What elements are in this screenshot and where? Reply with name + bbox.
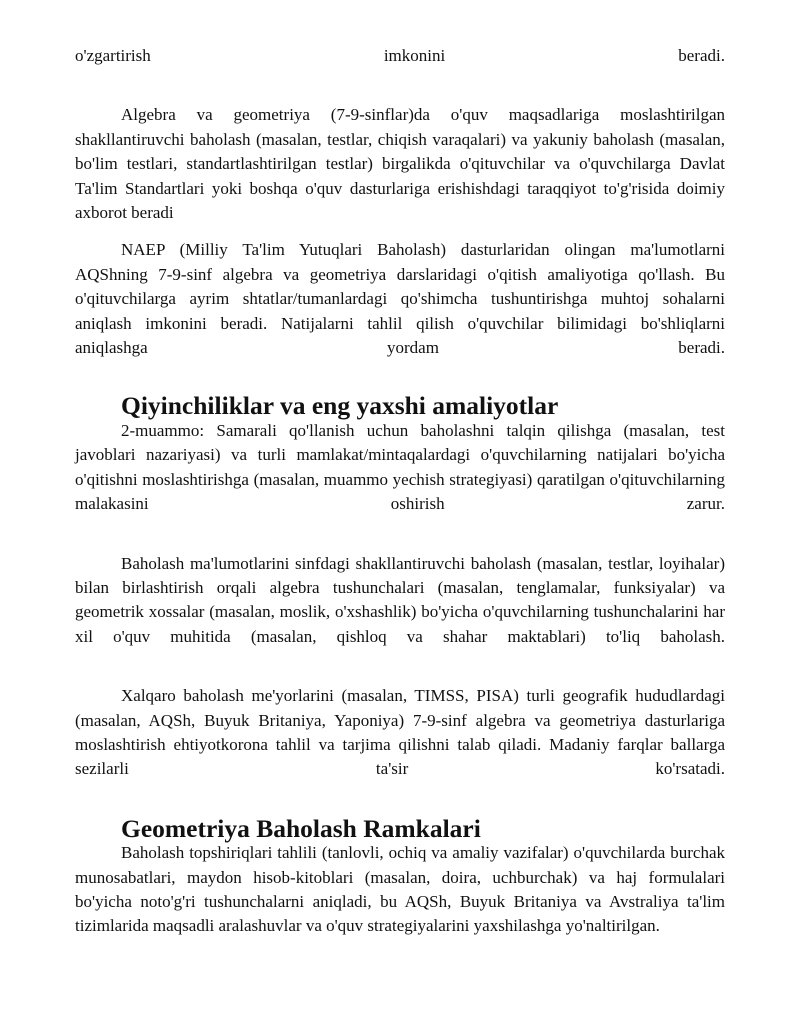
paragraph-problem-2: 2-muammo: Samarali qo'llanish uchun baholashni talqin qilishga (masalan, test javoblari nazariyasi) va turli mamlakat/mintaqalardagi o'quvchilarning natijalari bo'yicha o'qitishni moslashtirishga (masalan, muammo yechish strategiyasi) qaratilgan o'qituvchilarning malakasini oshirish zarur. <box>75 420 725 514</box>
paragraph-continuation: o'zgartirish imkonini beradi. <box>75 46 725 65</box>
paragraph-integrating-assessment: Baholash ma'lumotlarini sinfdagi shakllantiruvchi baholash (masalan, testlar, loyihalar) bilan birlashtirish orqali algebra tushunchalari (masalan, tenglamalar, funksiyalar) va geometrik xossalar (masalan, moslik, o'xshashlik) bo'yicha o'quvchilarning tushunchalarini har xil o'quv muhitida (masalan, qishloq va shahar maktablari) to'liq baholash. <box>75 553 725 646</box>
paragraph-task-analysis: Baholash topshiriqlari tahlili (tanlovli, ochiq va amaliy vazifalar) o'quvchilarda burchak munosabatlari, maydon hisob-kitoblari (masalan, doira, uchburchak) va haj formulalari bo'yicha noto'g'ri tushunchalarni aniqladi, bu AQSh, Buyuk Britaniya va Avstraliya ta'lim tizimlarida maqsadli aralashuvlar va o'quv strategiyalarini yaxshilashga yo'naltirilgan. <box>75 843 725 936</box>
heading-challenges: Qiyinchiliklar va eng yaxshi amaliyotlar <box>121 391 559 421</box>
paragraph-naep: NAEP (Milliy Ta'lim Yutuqlari Baholash) dasturlaridan olingan ma'lumotlarni AQShning 7-9-sinf algebra va geometriya darslaridagi o'qitish amaliyotiga qo'llash. Bu o'qituvchilarga ayrim shtatlar/tumanlardagi qo'shimcha tushuntirishga muhtoj sohalarni aniqlash imkonini beradi. Natijalarni tahlil qilish o'quvchilar bilimidagi bo'shliqlarni aniqlashga yordam beradi. <box>75 240 725 358</box>
document-page <box>75 44 725 939</box>
paragraph-assessment-algebra-geometry: Algebra va geometriya (7-9-sinflar)da o'quv maqsadlariga moslashtirilgan shakllantiruvchi baholash (masalan, testlar, chiqish varaqalari) va yakuniy baholash (masalan, bo'lim testlari, standartlashtirilgan testlar) birgalikda o'qituvchilar va o'quvchilarga Davlat Ta'lim Standartlari yoki boshqa o'quv dasturlariga erishishdagi taraqqiyot to'g'risida doimiy axborot beradi <box>75 105 725 223</box>
heading-geometry-frameworks: Geometriya Baholash Ramkalari <box>121 813 481 843</box>
paragraph-international-standards: Xalqaro baholash me'yorlarini (masalan, TIMSS, PISA) turli geografik hududlardagi (masalan, AQSh, Buyuk Britaniya, Yaponiya) 7-9-sinf algebra va geometriya dasturlariga moslashtirish ehtiyotkorona tahlil va tarjima qilishni talab qiladi. Madaniy farqlar ballarga sezilarli ta'sir ko'rsatadi. <box>75 686 725 779</box>
